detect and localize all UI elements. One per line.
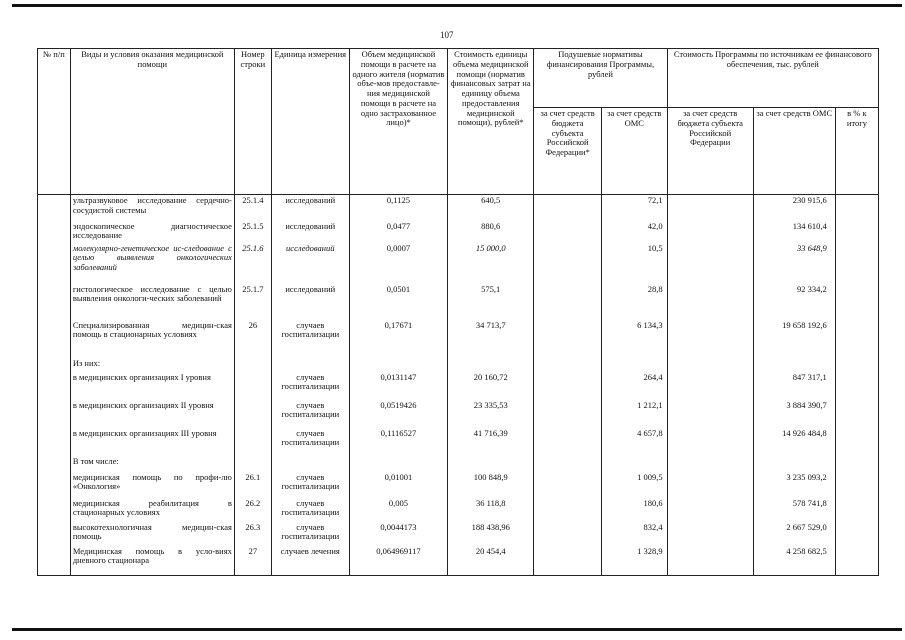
cell-num xyxy=(38,546,71,576)
cell-unit-cost: 100 848,9 xyxy=(448,472,534,498)
cell-total-budget xyxy=(667,456,753,472)
cell-unit-cost: 880,6 xyxy=(448,221,534,243)
cell-row-number xyxy=(234,372,271,400)
cell-unit-cost: 36 118,8 xyxy=(448,498,534,522)
cell-unit: исследований xyxy=(271,284,349,320)
cell-name: молекулярно-генетическое ис-следование с целью выявления онкологических заболеваний xyxy=(70,243,234,284)
cell-volume: 0,17671 xyxy=(349,320,447,358)
cell-num xyxy=(38,428,71,456)
cell-percap-oms: 264,4 xyxy=(601,372,667,400)
cell-total-pct xyxy=(835,372,878,400)
cell-total-pct xyxy=(835,522,878,546)
table-row xyxy=(38,428,879,456)
cell-total-budget xyxy=(667,284,753,320)
cell-percap-oms: 10,5 xyxy=(601,243,667,284)
cell-unit xyxy=(271,456,349,472)
cell-total-budget xyxy=(667,358,753,372)
header-percap-budget: за счет средств бюджета субъекта Российской Федерации* xyxy=(534,108,602,195)
table-row xyxy=(38,522,879,546)
cell-volume: 0,0131147 xyxy=(349,372,447,400)
cell-unit: случаев лечения xyxy=(271,546,349,576)
cell-volume: 0,0477 xyxy=(349,221,447,243)
table-row xyxy=(38,358,879,372)
cell-percap-budget xyxy=(534,472,602,498)
cell-volume: 0,01001 xyxy=(349,472,447,498)
cell-percap-budget xyxy=(534,284,602,320)
cell-unit-cost: 15 000,0 xyxy=(448,243,534,284)
cell-name: В том числе: xyxy=(70,456,234,472)
cell-unit-cost xyxy=(448,358,534,372)
cell-total-budget xyxy=(667,320,753,358)
cell-percap-oms: 42,0 xyxy=(601,221,667,243)
cell-total-oms: 19 658 192,6 xyxy=(753,320,835,358)
cell-name: медицинская реабилитация в стационарных условиях xyxy=(70,498,234,522)
cell-total-budget xyxy=(667,546,753,576)
cell-total-oms: 3 235 093,2 xyxy=(753,472,835,498)
cell-unit: исследований xyxy=(271,195,349,221)
cell-total-oms: 14 926 484,8 xyxy=(753,428,835,456)
cell-volume: 0,0044173 xyxy=(349,522,447,546)
cell-unit-cost: 20 454,4 xyxy=(448,546,534,576)
cell-unit: случаев госпитализации xyxy=(271,428,349,456)
cell-total-oms: 578 741,8 xyxy=(753,498,835,522)
cell-percap-budget xyxy=(534,195,602,221)
cell-unit-cost: 23 335,53 xyxy=(448,400,534,428)
cell-percap-oms: 1 212,1 xyxy=(601,400,667,428)
cell-total-pct xyxy=(835,498,878,522)
cell-volume: 0,0519426 xyxy=(349,400,447,428)
page-number: 107 xyxy=(440,30,454,40)
cell-row-number: 26.1 xyxy=(234,472,271,498)
cell-name: в медицинских организациях III уровня xyxy=(70,428,234,456)
cell-volume: 0,0501 xyxy=(349,284,447,320)
cell-total-pct xyxy=(835,243,878,284)
cell-percap-oms: 6 134,3 xyxy=(601,320,667,358)
cell-unit-cost: 41 716,39 xyxy=(448,428,534,456)
cell-total-oms: 134 610,4 xyxy=(753,221,835,243)
table-row xyxy=(38,472,879,498)
cell-percap-oms: 4 657,8 xyxy=(601,428,667,456)
cell-total-pct xyxy=(835,428,878,456)
cell-percap-budget xyxy=(534,546,602,576)
cell-total-pct xyxy=(835,456,878,472)
cell-percap-oms: 72,1 xyxy=(601,195,667,221)
cell-num xyxy=(38,320,71,358)
cell-total-budget xyxy=(667,195,753,221)
cell-total-budget xyxy=(667,428,753,456)
cell-percap-budget xyxy=(534,456,602,472)
cell-volume: 0,1125 xyxy=(349,195,447,221)
cell-percap-oms: 28,8 xyxy=(601,284,667,320)
cell-percap-budget xyxy=(534,498,602,522)
cell-num xyxy=(38,195,71,221)
cell-total-pct xyxy=(835,358,878,372)
cell-percap-oms: 1 328,9 xyxy=(601,546,667,576)
cell-total-budget xyxy=(667,522,753,546)
cell-volume: 0,1116527 xyxy=(349,428,447,456)
cell-volume xyxy=(349,358,447,372)
header-row: Номер строки xyxy=(234,49,271,195)
cell-unit: случаев госпитализации xyxy=(271,320,349,358)
cell-total-oms: 3 884 390,7 xyxy=(753,400,835,428)
cell-total-budget xyxy=(667,372,753,400)
cell-unit-cost: 20 160,72 xyxy=(448,372,534,400)
cell-total-pct xyxy=(835,400,878,428)
cell-num xyxy=(38,400,71,428)
cell-row-number: 25.1.7 xyxy=(234,284,271,320)
cell-unit-cost: 575,1 xyxy=(448,284,534,320)
cell-num xyxy=(38,243,71,284)
cell-total-budget xyxy=(667,221,753,243)
cell-name: гистологическое исследование с целью выявления онкологи-ческих заболеваний xyxy=(70,284,234,320)
cell-row-number: 26.3 xyxy=(234,522,271,546)
cell-unit: случаев госпитализации xyxy=(271,498,349,522)
cell-percap-budget xyxy=(534,400,602,428)
cell-volume xyxy=(349,456,447,472)
cell-total-budget xyxy=(667,472,753,498)
cell-unit: случаев госпитализации xyxy=(271,522,349,546)
header-percap-group: Подушевые нормативы финансирования Программы, рублей xyxy=(534,49,667,108)
cell-num xyxy=(38,372,71,400)
table-row xyxy=(38,546,879,576)
cell-total-oms: 2 667 529,0 xyxy=(753,522,835,546)
cell-total-pct xyxy=(835,221,878,243)
cell-num xyxy=(38,221,71,243)
cell-total-oms xyxy=(753,358,835,372)
cell-unit: исследований xyxy=(271,243,349,284)
cell-unit-cost xyxy=(448,456,534,472)
cell-row-number: 25.1.6 xyxy=(234,243,271,284)
header-total-budget: за счет средств бюджета субъекта Российской Федерации xyxy=(667,108,753,195)
header-num: № п/п xyxy=(38,49,71,195)
cell-total-oms: 33 648,9 xyxy=(753,243,835,284)
cell-unit: исследований xyxy=(271,221,349,243)
table-row xyxy=(38,284,879,320)
cell-unit: случаев госпитализации xyxy=(271,372,349,400)
cell-num xyxy=(38,472,71,498)
cell-total-oms: 230 915,6 xyxy=(753,195,835,221)
top-rule xyxy=(12,4,902,7)
bottom-rule xyxy=(12,628,902,631)
cell-total-pct xyxy=(835,472,878,498)
cell-total-budget xyxy=(667,498,753,522)
cell-total-budget xyxy=(667,243,753,284)
cell-row-number xyxy=(234,358,271,372)
table-row xyxy=(38,243,879,284)
cell-row-number xyxy=(234,456,271,472)
cell-volume: 0,064969117 xyxy=(349,546,447,576)
cell-unit-cost: 188 438,96 xyxy=(448,522,534,546)
cell-percap-oms: 832,4 xyxy=(601,522,667,546)
cell-num xyxy=(38,522,71,546)
cell-name: высокотехнологичная медицин-ская помощь xyxy=(70,522,234,546)
cell-percap-budget xyxy=(534,243,602,284)
cell-unit-cost: 640,5 xyxy=(448,195,534,221)
cell-row-number: 27 xyxy=(234,546,271,576)
cell-total-budget xyxy=(667,400,753,428)
header-percap-oms: за счет средств ОМС xyxy=(601,108,667,195)
cell-row-number: 25.1.5 xyxy=(234,221,271,243)
table-row xyxy=(38,498,879,522)
header-total-oms: за счет средств ОМС xyxy=(753,108,835,195)
cell-name: Медицинская помощь в усло-виях дневного стационара xyxy=(70,546,234,576)
cell-num xyxy=(38,456,71,472)
cell-num xyxy=(38,358,71,372)
cell-percap-oms xyxy=(601,358,667,372)
header-unit: Единица измерения xyxy=(271,49,349,195)
cell-unit xyxy=(271,358,349,372)
program-cost-table xyxy=(37,48,879,576)
cell-total-pct xyxy=(835,546,878,576)
cell-percap-budget xyxy=(534,372,602,400)
cell-name: в медицинских организациях II уровня xyxy=(70,400,234,428)
cell-row-number xyxy=(234,400,271,428)
cell-percap-budget xyxy=(534,320,602,358)
cell-total-pct xyxy=(835,284,878,320)
cell-name: медицинская помощь по профи-лю «Онкология» xyxy=(70,472,234,498)
cell-total-oms xyxy=(753,456,835,472)
cell-total-pct xyxy=(835,320,878,358)
table-row xyxy=(38,195,879,221)
cell-unit: случаев госпитализации xyxy=(271,400,349,428)
cell-volume: 0,005 xyxy=(349,498,447,522)
cell-row-number: 26.2 xyxy=(234,498,271,522)
table-row xyxy=(38,320,879,358)
cell-name: эндоскопическое диагностическое исследование xyxy=(70,221,234,243)
cell-total-oms: 847 317,1 xyxy=(753,372,835,400)
cell-num xyxy=(38,498,71,522)
cell-total-oms: 92 334,2 xyxy=(753,284,835,320)
header-total-group: Стоимость Программы по источникам ее финансового обеспечения, тыс. рублей xyxy=(667,49,878,108)
table-row xyxy=(38,221,879,243)
cell-row-number xyxy=(234,428,271,456)
table-body xyxy=(38,195,879,576)
cell-name: Специализированная медицин-ская помощь в стационарных условиях xyxy=(70,320,234,358)
cell-volume: 0,0007 xyxy=(349,243,447,284)
header-volume: Объем медицинской помощи в расчете на одного жителя (норматив объе-мов предоставле-ния медицинской помощи в расчете на одно застрахованное лицо)* xyxy=(349,49,447,195)
cell-name: в медицинских организациях I уровня xyxy=(70,372,234,400)
cell-total-oms: 4 258 682,5 xyxy=(753,546,835,576)
cell-percap-oms: 1 009,5 xyxy=(601,472,667,498)
cell-name: ультразвуковое исследование сердечно-сосудистой системы xyxy=(70,195,234,221)
header-name: Виды и условия оказания медицинской помощи xyxy=(70,49,234,195)
cell-percap-oms: 180,6 xyxy=(601,498,667,522)
table-row xyxy=(38,372,879,400)
cell-name: Из них: xyxy=(70,358,234,372)
cell-percap-budget xyxy=(534,221,602,243)
cell-row-number: 25.1.4 xyxy=(234,195,271,221)
header-cost: Стоимость единицы объема медицинской помощи (норматив финансовых затрат на единицу объема предоставления медицинской помощи), рублей* xyxy=(448,49,534,195)
cell-unit-cost: 34 713,7 xyxy=(448,320,534,358)
cell-percap-budget xyxy=(534,522,602,546)
cell-percap-budget xyxy=(534,428,602,456)
cell-total-pct xyxy=(835,195,878,221)
cell-row-number: 26 xyxy=(234,320,271,358)
cell-num xyxy=(38,284,71,320)
cell-percap-oms xyxy=(601,456,667,472)
header-total-pct: в % к итогу xyxy=(835,108,878,195)
table-row xyxy=(38,400,879,428)
cell-unit: случаев госпитализации xyxy=(271,472,349,498)
cell-percap-budget xyxy=(534,358,602,372)
table-row xyxy=(38,456,879,472)
